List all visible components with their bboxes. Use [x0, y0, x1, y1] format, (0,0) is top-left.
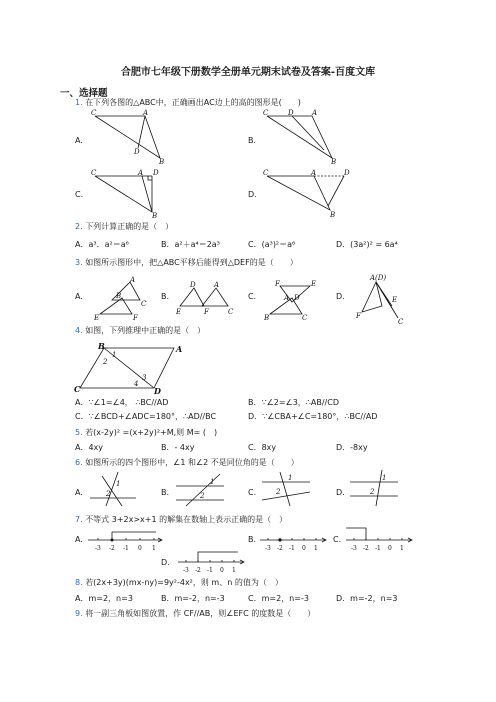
- svg-text:B: B: [330, 211, 336, 219]
- svg-text:1: 1: [288, 474, 293, 482]
- q2-option-b: B．a²＋a⁴＝2a³: [161, 240, 220, 249]
- svg-text:-3: -3: [95, 545, 101, 552]
- q1-figure-a: [90, 110, 170, 165]
- question-number: 3.: [75, 258, 83, 267]
- question-6: [75, 458, 299, 468]
- q3-option-a: A.: [75, 292, 83, 301]
- svg-text:-3: -3: [183, 567, 189, 574]
- svg-text:2: 2: [106, 490, 111, 498]
- q7-option-a: A.: [75, 535, 83, 544]
- svg-text:C: C: [263, 169, 269, 177]
- svg-text:1: 1: [232, 567, 236, 574]
- q7-option-d: D.: [161, 558, 170, 567]
- q7-numberline-d: [176, 548, 248, 574]
- q3-figure-c: [262, 278, 322, 323]
- question-5: [75, 428, 217, 438]
- svg-text:A(D): A(D): [370, 274, 387, 282]
- q1-option-d: D.: [248, 190, 257, 199]
- q8-option-b: B．m=-2，n=-3: [161, 594, 225, 603]
- svg-text:A: A: [311, 169, 317, 177]
- svg-text:B: B: [116, 292, 122, 300]
- question-text: 将一副三角板如图放置，作 CF//AB，则∠EFC 的度数是（ ）: [85, 609, 316, 618]
- q6-option-b: B.: [161, 488, 170, 497]
- svg-text:-2: -2: [363, 545, 369, 552]
- q6-option-d: D.: [336, 488, 345, 497]
- svg-text:B: B: [331, 158, 337, 166]
- svg-text:F: F: [133, 314, 138, 322]
- question-number: 1.: [75, 98, 83, 107]
- svg-text:A: A: [176, 344, 183, 354]
- svg-text:1: 1: [400, 545, 404, 552]
- q1-figure-c: [90, 168, 170, 218]
- q6-figure-a: [88, 470, 138, 508]
- question-1: [75, 98, 301, 108]
- question-number: 5.: [75, 428, 83, 437]
- svg-text:-1: -1: [289, 545, 295, 552]
- q6-figure-b: [172, 470, 227, 508]
- q4-option-b: B．∵∠2=∠3，∴AB//CD: [248, 398, 339, 407]
- question-number: 9.: [75, 609, 83, 618]
- svg-text:-3: -3: [351, 545, 357, 552]
- svg-text:E: E: [94, 314, 100, 322]
- svg-text:C: C: [398, 318, 404, 326]
- q7-option-b: B.: [248, 535, 257, 544]
- svg-text:2: 2: [276, 488, 281, 496]
- q6-figure-c: [258, 470, 313, 508]
- q3-option-d: D.: [336, 292, 345, 301]
- svg-text:B: B: [152, 212, 158, 220]
- svg-text:-1: -1: [123, 545, 129, 552]
- q3-option-c: C.: [248, 292, 257, 301]
- svg-text:B: B: [264, 314, 270, 322]
- svg-text:A: A: [130, 276, 136, 284]
- svg-text:-2: -2: [109, 545, 115, 552]
- svg-text:F: F: [204, 308, 209, 316]
- q1-figure-b: [262, 110, 342, 165]
- q6-option-c: C.: [248, 488, 257, 497]
- svg-text:A: A: [214, 281, 220, 289]
- q1-option-b: B.: [248, 136, 257, 145]
- svg-text:0: 0: [138, 545, 142, 552]
- q7-numberline-c: [344, 524, 416, 552]
- svg-text:C: C: [302, 314, 308, 322]
- question-4: [75, 326, 205, 336]
- q2-option-a: A．a³．a²＝a⁶: [75, 240, 129, 249]
- q5-option-c: C．8xy: [248, 443, 277, 452]
- q1-option-a: A.: [75, 136, 83, 145]
- question-text: 不等式 3+2x>x+1 的解集在数轴上表示正确的是（ ）: [85, 515, 288, 524]
- question-number: 2.: [75, 222, 83, 231]
- svg-text:-2: -2: [195, 567, 201, 574]
- svg-text:D: D: [153, 169, 159, 177]
- svg-text:1: 1: [382, 474, 387, 482]
- svg-text:A: A: [312, 109, 318, 117]
- question-number: 6.: [75, 458, 83, 467]
- svg-text:1: 1: [116, 480, 121, 488]
- q7-numberline-a: [86, 528, 166, 553]
- q2-option-c: C．(a³)²＝a⁶: [248, 240, 296, 249]
- q1-figure-d: [262, 168, 357, 218]
- q5-option-b: B．- 4xy: [161, 443, 195, 452]
- svg-text:-1: -1: [375, 545, 381, 552]
- question-7: [75, 515, 287, 525]
- svg-text:C: C: [91, 169, 97, 177]
- svg-text:0: 0: [302, 545, 306, 552]
- svg-text:0: 0: [220, 567, 224, 574]
- svg-text:E: E: [311, 280, 317, 288]
- svg-text:1: 1: [112, 351, 117, 359]
- q8-option-a: A．m=2，n=3: [75, 594, 133, 603]
- question-text: 如图所示的四个图形中，∠1 和∠2 不是同位角的是（ ）: [85, 458, 299, 467]
- svg-text:A: A: [143, 109, 149, 117]
- svg-text:C: C: [91, 109, 97, 117]
- svg-text:D: D: [288, 109, 294, 117]
- svg-text:F: F: [275, 280, 280, 288]
- question-text: 如图所示图形中，把△ABC平移后能得到△DEF的是（ ）: [85, 258, 298, 267]
- svg-text:-2: -2: [277, 545, 283, 552]
- q8-option-c: C．m=2，n=-3: [248, 594, 309, 603]
- svg-text:D: D: [190, 281, 196, 289]
- q1-option-c: C.: [75, 190, 84, 199]
- svg-text:-1: -1: [207, 567, 213, 574]
- q4-figure: [72, 340, 187, 395]
- svg-text:4: 4: [134, 380, 139, 388]
- question-text: 若(x-2y)² =(x+2y)²+M,则 M= ( ): [85, 428, 218, 437]
- question-text: 在下列各图的△ABC中，正确画出AC边上的高的图形是( ): [85, 98, 301, 107]
- question-number: 8.: [75, 578, 83, 587]
- svg-text:F: F: [356, 312, 361, 320]
- q5-option-d: D．-8xy: [336, 443, 368, 452]
- q3-figure-b: [176, 280, 236, 320]
- svg-text:-3: -3: [265, 545, 271, 552]
- svg-text:E: E: [176, 308, 182, 316]
- svg-text:1: 1: [210, 478, 215, 486]
- svg-text:D: D: [134, 148, 140, 156]
- question-2: [75, 222, 173, 232]
- svg-text:A: A: [284, 294, 290, 302]
- question-number: 7.: [75, 515, 83, 524]
- svg-text:D: D: [344, 169, 350, 177]
- svg-text:E: E: [392, 296, 398, 304]
- q6-figure-d: [346, 468, 401, 508]
- svg-text:B: B: [159, 158, 165, 166]
- svg-text:C: C: [141, 300, 147, 308]
- question-3: [75, 258, 298, 268]
- q6-option-a: A.: [75, 488, 83, 497]
- q3-option-b: B.: [161, 292, 170, 301]
- q3-figure-d: [352, 272, 412, 327]
- page-title: 合肥市七年级下册数学全册单元期末试卷及答案-百度文库: [120, 67, 376, 78]
- question-text: 下列计算正确的是（ ）: [85, 222, 174, 231]
- svg-text:C: C: [228, 308, 234, 316]
- question-text: 如图，下列推理中正确的是（ ）: [85, 326, 206, 335]
- svg-text:1: 1: [152, 545, 156, 552]
- svg-text:A: A: [138, 169, 144, 177]
- q4-option-c: C．∵∠BCD+∠ADC=180°，∴AD//BC: [75, 412, 217, 421]
- svg-text:2: 2: [370, 488, 375, 496]
- svg-text:D: D: [154, 386, 161, 396]
- question-9: [75, 609, 315, 619]
- svg-text:2: 2: [103, 358, 108, 366]
- q8-option-d: D．m=-2，n=3: [336, 594, 398, 603]
- q4-option-a: A．∵∠1=∠4， ∴BC//AD: [75, 398, 169, 407]
- section-heading: 一、选择题: [60, 88, 108, 99]
- question-8: [75, 578, 283, 588]
- q3-figure-a: [92, 276, 152, 321]
- svg-text:0: 0: [388, 545, 392, 552]
- svg-text:B: B: [98, 341, 105, 351]
- svg-text:2: 2: [200, 492, 205, 500]
- svg-text:3: 3: [142, 374, 147, 382]
- svg-text:C: C: [74, 384, 81, 394]
- q7-option-c: C.: [333, 535, 342, 544]
- q2-option-d: D．(3a²)² = 6a⁴: [336, 240, 398, 249]
- svg-text:D: D: [294, 294, 300, 302]
- q4-option-d: D．∵∠CBA+∠C=180°，∴BC//AD: [248, 412, 378, 421]
- question-text: 若(2x+3y)(mx-ny)=9y²-4x²，则 m、n 的值为（ ）: [85, 578, 283, 587]
- question-number: 4.: [75, 326, 83, 335]
- q5-option-a: A．4xy: [75, 443, 104, 452]
- svg-text:1: 1: [314, 545, 318, 552]
- q7-numberline-b: [258, 528, 330, 553]
- svg-text:C: C: [263, 109, 269, 117]
